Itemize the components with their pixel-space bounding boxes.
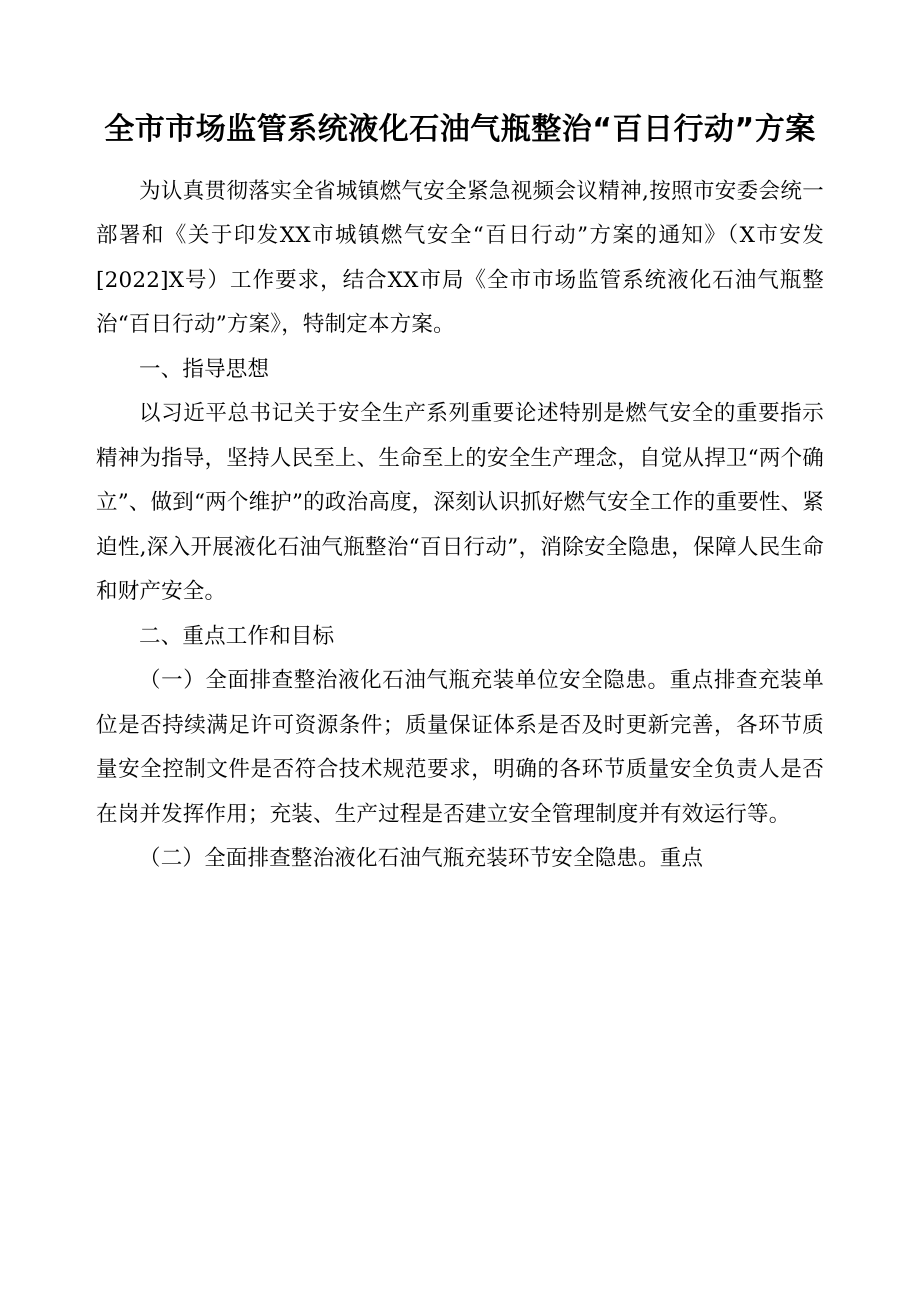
paragraph-item-2: （二）全面排查整治液化石油气瓶充装环节安全隐患。重点 <box>139 846 704 872</box>
section-heading-2: 二、重点工作和目标 <box>139 623 335 649</box>
paragraph-intro: 为认真贯彻落实全省城镇燃气安全紧急视频会议精神,按照市安委会统一部署和《关于印发XX市城镇燃气安全“百日行动”方案的通知》（X市安发[2022]X号）工作要求，结合XX市局《全市市场监管系统液化石油气瓶整治“百日行动”方案》，特制定本方案。 <box>96 178 824 338</box>
paragraph-item-1: （一）全面排查整治液化石油气瓶充装单位安全隐患。重点排查充装单位是否持续满足许可资源条件；质量保证体系是否及时更新完善，各环节质量安全控制文件是否符合技术规范要求，明确的各环节质量安全负责人是否在岗并发挥作用；充装、生产过程是否建立安全管理制度并有效运行等。 <box>96 668 824 827</box>
paragraph-guiding-ideology: 以习近平总书记关于安全生产系列重要论述特别是燃气安全的重要指示精神为指导，坚持人民至上、生命至上的安全生产理念，自觉从捍卫“两个确立”、做到“两个维护”的政治高度，深刻认识抓好燃气安全工作的重要性、紧迫性,深入开展液化石油气瓶整治“百日行动”，消除安全隐患，保障人民生命和财产安全。 <box>96 401 824 605</box>
section-heading-1: 一、指导思想 <box>139 356 270 382</box>
document-body <box>96 170 824 882</box>
page-title: 全市市场监管系统液化石油气瓶整治“百日行动”方案 <box>104 112 816 147</box>
